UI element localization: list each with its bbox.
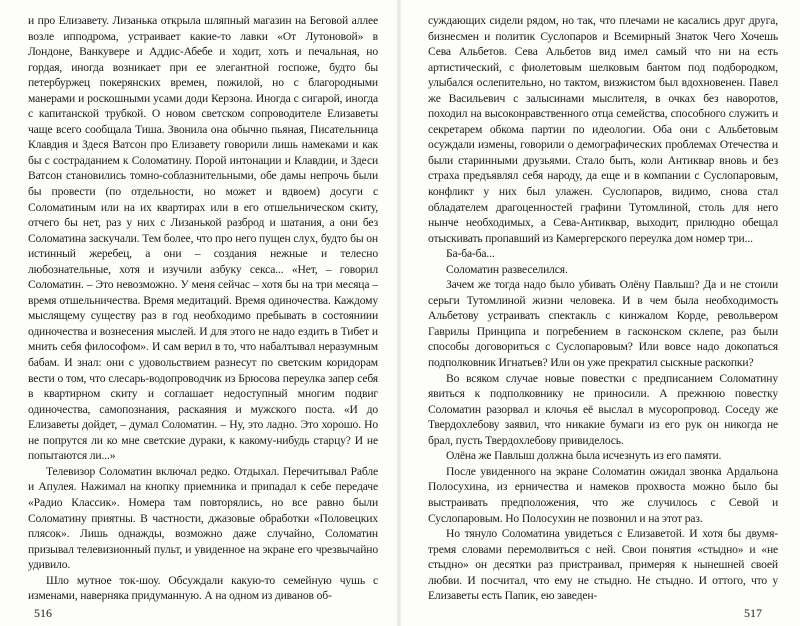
right-page-text — [428, 13, 778, 603]
paragraph: Шло мутное ток-шоу. Обсуждали какую-то семейную чушь с изменами, наверняка придуманную. А на одном из диванов об- — [28, 573, 378, 603]
paragraph: Телевизор Соломатин включал редко. Отдыхал. Перечитывал Рабле и Апулея. Нажимал на кнопку приемника и припадал к себе передаче «Радио Классик». Номера там повторялись, но все равно были Соломатину приятны. В частности, джазовые обработки «Половецких плясок». Лишь однажды, возможно даже случайно, Соломатин призывал телевизионный пульт, и увиденное на экране его чрезвычайно удивило. — [28, 464, 378, 572]
page-number-left: 516 — [34, 606, 52, 620]
paragraph: и про Елизавету. Лизанька открыла шляпный магазин на Беговой аллее возле ипподрома, устраивает какие-то лавки «От Лутоновой» в Лондоне, Ванкувере и Аддис-Абебе и ходит, хоть и печальная, но гордая, иногда возникает при ее элегантной госпоже, будто бы петербуржец покерянских времен, пожилой, но с благородными манерами и роскошными усами доди Керзона. Иногда с сигарой, иногда с капитанской трубкой. О новом светском сопроводителе Елизаветы чаще всего сообщала Тиша. Звонила она обычно пьяная, Писательница Клавдия и Здеся Ватсон про Елизавету говорили лишь намеками и как бы с состраданием к Соломатину. Порой интонации и Клавдии, и Здеси Ватсон становились томно-соблазнительными, обе дамы непрочь были бы провести (по отдельности, но может и вдвоем) досуги с Соломатиным или на их квартирах или в его отшельническом скиту, отчего бы нет, раз у них с Лизанькой разброд и шатания, а они без Соломатина заскучали. Тем более, что про него пущен слух, будто бы он истинный жеребец, а они – создания нежные и телесно любознательные, хотя и изучили азбуку секса... «Нет, – говорил Соломатин. – Это невозможно. У меня сейчас – хотя бы на три месяца – время отшельничества. Время медитаций. Время одиночества. Каждому мыслящему существу раз в год необходимо пребывать в состояниии одиночества и вознесения мыслей. И для этого не надо ездить в Тибет и мнить себя философом». И сам верил в то, что набалтывал неразумным бабам. И знал: они с удовольствием разнесут по светским коридорам вести о том, что слесарь-водопроводчик из Брюсова переулка запер себя в квартирном скиту и соглашает недоступный многим подвиг одиночества, самопознания, раскаяния и мужского поста. «И до Елизаветы дойдет, – думал Соломатин. – Ну, это ладно. Это хорошо. Но не попрутся ли ко мне светские дураки, к какому-нибудь старцу? И не попытаются ли...» — [28, 14, 378, 463]
paragraph: Соломатин развеселился. — [446, 262, 568, 276]
paragraph: Ба-ба-ба... — [446, 247, 495, 261]
right-page — [428, 13, 778, 603]
paragraph: Во всяком случае новые повестки с предписанием Соломатину явиться к подполковнику не приносили. А прежнюю повестку Соломатин разорвал и клочья её выслал в мусоропровод. Соседу же Твердохлебову заявил, что никакие бумаги из его рук он никогда не брал, пусть Твердохлебову привиделось. — [428, 371, 778, 447]
book-gutter — [396, 0, 402, 626]
paragraph: После увиденного на экране Соломатин ожидал звонка Ардальона Полосухина, из ерничества и намеков прохвоста можно было бы выстраивать предположения, что же случилось с Севой и Суслопаровым. Но Полосухин не позвонил и на этот раз. — [428, 464, 778, 525]
page-number-right: 517 — [744, 606, 762, 620]
paragraph: суждающих сидели рядом, но так, что плечами не касались друг друга, бизнесмен и политик Суслопаров и Всемирный Знаток Чего Хочешь Сева Альбетов. Сева Альбетов вид имел самый что ни на есть артистический, с фиолетовым шелковым бантом под подбородком, улыбался ослепительно, но тактом, визжистом был вдохновенен. Павел же Васильевич с залысинами мыслителя, в очках без наворотов, походил на высоконравственного отца семейства, способного служить и секретарем обкома партии по идеологии. Оба они с Альбетовым осуждали измены, говорили о демографических проблемах Отечества и были старинными друзьями. Стало быть, коли Антиквар вновь и без страха предъявлял себя народу, да еще и в компании с Суслопаровым, конфликт у них был улажен. Суслопаров, видимо, снова стал обладателем драгоценностей графини Тутомлиной, столь для него нынче необходимых, а Сева-Антиквар, выходит, прилюдно обещал отыскивать пропавший из Камергерского переулка дом номер три... — [428, 14, 778, 245]
paragraph: Но тянуло Соломатина увидеться с Елизаветой. И хотя бы двумя-тремя словами перемолвиться с ней. Свои понятия «стыдно» и «не стыдно» он десятки раз пристраивал, примеряя к нынешней своей любви. И посчитал, что ему не стыдно. Не стыдно. И оттого, что у Елизаветы есть Папик, ею заведен- — [428, 527, 778, 603]
paragraph: Зачем же тогда надо было убивать Олёну Павлыш? Да и не стоили серьги Тутомлиной жизни человека. И в чем была необходимость Альбетову устраивать спектакль с кинжалом Корде, револьвером Гаврилы Принципа и погребением в гасконском склепе, раз были способы договориться с Суслопаровым? Или вовсе надо докопаться подполковник Игнатьев? Или он уже прекратил сыскные раскопки? — [428, 278, 778, 370]
left-page — [28, 13, 378, 603]
paragraph: Олёна же Павлыш должна была исчезнуть из его памяти. — [446, 449, 722, 463]
left-page-text — [28, 13, 378, 603]
